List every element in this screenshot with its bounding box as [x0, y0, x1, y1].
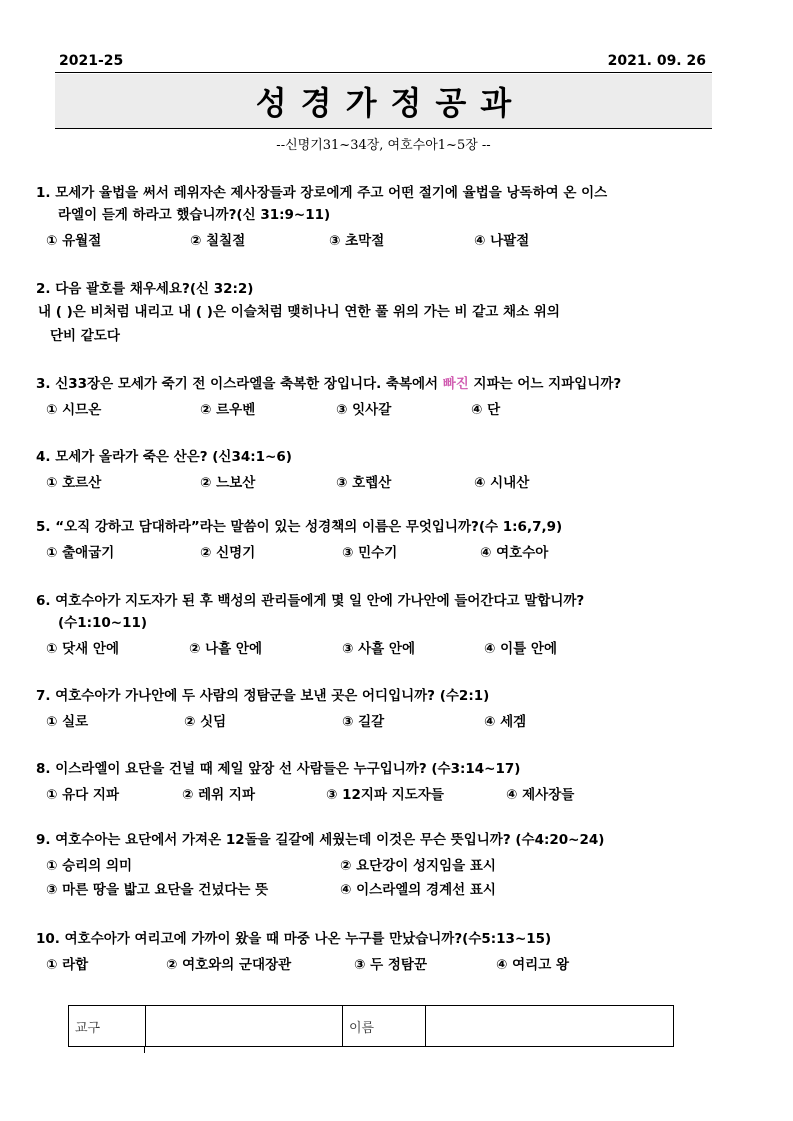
q9-option-2[interactable]: ② 요단강이 성지임을 표시	[340, 858, 496, 874]
q3-option-4[interactable]: ④ 단	[471, 402, 501, 418]
q6-option-1[interactable]: ① 닷새 안에	[46, 641, 119, 657]
q4-option-2[interactable]: ② 느보산	[200, 475, 256, 491]
question-6-options	[36, 634, 736, 660]
question-3-stem-post: 지파는 어느 지파입니까?	[468, 376, 622, 392]
question-7	[36, 685, 736, 733]
q7-option-4[interactable]: ④ 세겜	[484, 714, 527, 730]
q9-option-3[interactable]: ③ 마른 땅을 밟고 요단을 건넜다는 뜻	[46, 882, 269, 898]
question-2	[36, 278, 736, 348]
q5-option-4[interactable]: ④ 여호수아	[480, 545, 549, 561]
q3-option-2[interactable]: ② 르우벤	[200, 402, 256, 418]
q10-option-3[interactable]: ③ 두 정탐꾼	[354, 957, 427, 973]
question-9	[36, 829, 736, 901]
question-8	[36, 758, 736, 806]
question-1	[36, 182, 736, 252]
q6-option-3[interactable]: ③ 사흘 안에	[342, 641, 415, 657]
table-divider-tick	[144, 1047, 145, 1053]
q9-option-4[interactable]: ④ 이스라엘의 경계선 표시	[340, 882, 496, 898]
page-title: 성경가정공과	[255, 84, 526, 122]
question-3-highlight: 빠진	[442, 376, 469, 392]
q3-option-1[interactable]: ① 시므온	[46, 402, 102, 418]
q1-option-3[interactable]: ③ 초막절	[329, 233, 385, 249]
question-3-options	[36, 395, 736, 421]
issue-date: 2021. 09. 26	[607, 53, 706, 69]
question-5-options	[36, 538, 736, 564]
q6-option-2[interactable]: ② 나흘 안에	[189, 641, 262, 657]
q7-option-1[interactable]: ① 실로	[46, 714, 89, 730]
question-4	[36, 446, 736, 494]
question-6-stem-cont: (수1:10~11)	[58, 615, 148, 631]
student-info-row	[69, 1006, 674, 1047]
name-label: 이름	[343, 1006, 426, 1047]
header-row	[55, 52, 712, 73]
church-label: 교구	[69, 1006, 146, 1047]
q4-option-1[interactable]: ① 호르산	[46, 475, 102, 491]
q4-option-3[interactable]: ③ 호렙산	[336, 475, 392, 491]
question-8-stem: 8. 이스라엘이 요단을 건널 때 제일 앞장 선 사람들은 누구입니까? (수3:14~17)	[36, 761, 521, 777]
question-10	[36, 928, 736, 976]
name-field[interactable]	[426, 1006, 674, 1047]
q9-option-1[interactable]: ① 승리의 의미	[46, 858, 133, 874]
q10-option-1[interactable]: ① 라합	[46, 957, 89, 973]
question-3-stem	[36, 373, 736, 395]
q7-option-2[interactable]: ② 싯딤	[184, 714, 227, 730]
question-5	[36, 516, 736, 564]
question-6	[36, 590, 736, 660]
q10-option-2[interactable]: ② 여호와의 군대장관	[166, 957, 292, 973]
question-2-blank-line-2: 단비 같도다	[50, 328, 120, 344]
q3-option-3[interactable]: ③ 잇사갈	[336, 402, 392, 418]
q8-option-4[interactable]: ④ 제사장들	[506, 787, 575, 803]
question-4-stem: 4. 모세가 올라가 죽은 산은? (신34:1~6)	[36, 449, 292, 465]
question-9-stem: 9. 여호수아는 요단에서 가져온 12돌을 길갈에 세웠는데 이것은 무슨 뜻입니까? (수4:20~24)	[36, 832, 605, 848]
q10-option-4[interactable]: ④ 여리고 왕	[496, 957, 569, 973]
q8-option-1[interactable]: ① 유다 지파	[46, 787, 119, 803]
question-10-options	[36, 950, 736, 976]
q5-option-1[interactable]: ① 출애굽기	[46, 545, 115, 561]
student-info-table	[68, 1005, 674, 1047]
question-2-blank-line-1: 내 ( )은 비처럼 내리고 내 ( )은 이슬처럼 맺히나니 연한 풀 위의 가는 비 같고 채소 위의	[38, 304, 560, 320]
q8-option-2[interactable]: ② 레위 지파	[182, 787, 255, 803]
title-banner	[55, 74, 712, 129]
page-subtitle: --신명기31~34장, 여호수아1~5장 --	[276, 138, 491, 153]
question-5-stem: 5. “오직 강하고 담대하라”라는 말씀이 있는 성경책의 이름은 무엇입니까?(수 1:6,7,9)	[36, 519, 563, 535]
issue-number: 2021-25	[59, 53, 124, 69]
question-9-options-row-1	[36, 851, 736, 875]
question-2-stem: 2. 다음 괄호를 채우세요?(신 32:2)	[36, 281, 254, 297]
question-10-stem: 10. 여호수아가 여리고에 가까이 왔을 때 마중 나온 누구를 만났습니까?(수5:13~15)	[36, 931, 552, 947]
question-1-options	[36, 226, 736, 252]
question-6-stem: 6. 여호수아가 지도자가 된 후 백성의 관리들에게 몇 일 안에 가나안에 들어간다고 말합니까?	[36, 593, 585, 609]
q4-option-4[interactable]: ④ 시내산	[474, 475, 530, 491]
question-7-stem: 7. 여호수아가 가나안에 두 사람의 정탐군을 보낸 곳은 어디입니까? (수2:1)	[36, 688, 490, 704]
q5-option-3[interactable]: ③ 민수기	[342, 545, 398, 561]
question-7-options	[36, 707, 736, 733]
question-9-options-row-2	[36, 875, 736, 901]
question-1-stem: 1. 모세가 율법을 써서 레위자손 제사장들과 장로에게 주고 어떤 절기에 율법을 낭독하여 온 이스	[36, 185, 608, 201]
q1-option-2[interactable]: ② 칠칠절	[190, 233, 246, 249]
question-1-stem-cont: 라엘이 듣게 하라고 했습니까?(신 31:9~11)	[58, 207, 331, 223]
church-field[interactable]	[146, 1006, 343, 1047]
question-3	[36, 373, 736, 421]
q1-option-1[interactable]: ① 유월절	[46, 233, 102, 249]
q6-option-4[interactable]: ④ 이틀 안에	[484, 641, 557, 657]
q1-option-4[interactable]: ④ 나팔절	[474, 233, 530, 249]
question-4-options	[36, 468, 736, 494]
question-3-stem-pre: 3. 신33장은 모세가 죽기 전 이스라엘을 축복한 장입니다. 축복에서	[36, 376, 443, 392]
q8-option-3[interactable]: ③ 12지파 지도자들	[326, 787, 444, 803]
q5-option-2[interactable]: ② 신명기	[200, 545, 256, 561]
question-8-options	[36, 780, 736, 806]
q7-option-3[interactable]: ③ 길갈	[342, 714, 385, 730]
